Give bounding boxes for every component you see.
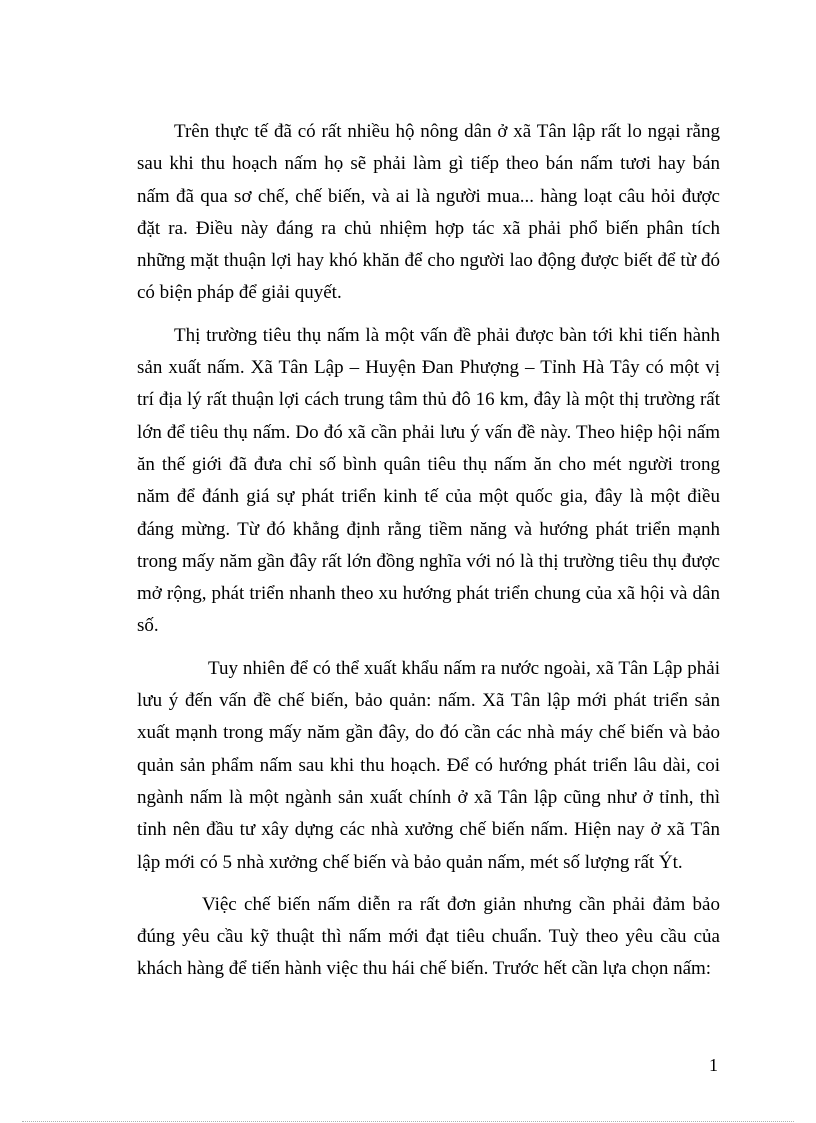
page-number: 1 [709,1055,718,1075]
paragraph-4: Việc chế biến nấm diễn ra rất đơn giản nhưng cần phải đảm bảo đúng yêu cầu kỹ thuật thì nấm mới đạt tiêu chuẩn. Tuỳ theo yêu cầu của khách hàng để tiến hành việc thu hái chế biến. Trước hết cần lựa chọn nấm: [137,893,720,980]
body-text [137,116,720,996]
page-bottom-divider [22,1121,794,1122]
paragraph-2: Thị trường tiêu thụ nấm là một vấn đề phải được bàn tới khi tiến hành sản xuất nấm. Xã Tân Lập – Huyện Đan Phượng – Tỉnh Hà Tây có một vị trí địa lý rất thuận lợi cách trung tâm thủ đô 16 km, đây là một thị trường rất lớn để tiêu thụ nấm. Do đó xã cần phải lưu ý vấn đề này. Theo hiệp hội nấm ăn thế giới đã đưa chỉ số bình quân tiêu thụ nấm ăn cho mét người trong năm để đánh giá sự phát triển kinh tế của một quốc gia, đây là một điều đáng mừng. Từ đó khẳng định rằng tiềm năng và hướng phát triển mạnh trong mấy năm gần đây rất lớn đồng nghĩa với nó là thị trường tiêu thụ được mở rộng, phát triển nhanh theo xu hướng phát triển chung của xã hội và dân số. [137,324,720,637]
paragraph-3: Tuy nhiên để có thể xuất khẩu nấm ra nước ngoài, xã Tân Lập phải lưu ý đến vấn đề chế biến, bảo quản: nấm. Xã Tân lập mới phát triển sản xuất mạnh trong mấy năm gần đây, do đó cần các nhà máy chế biến và bảo quản sản phẩm nấm sau khi thu hoạch. Để có hướng phát triển lâu dài, coi ngành nấm là một ngành sản xuất chính ở xã Tân lập cũng như ở tỉnh, thì tỉnh nên đầu tư xây dựng các nhà xưởng chế biến nấm. Hiện nay ở xã Tân lập mới có 5 nhà xưởng chế biến và bảo quản nấm, mét số lượng rất Ýt. [137,657,720,873]
paragraph-1: Trên thực tế đã có rất nhiều hộ nông dân ở xã Tân lập rất lo ngại rằng sau khi thu hoạch nấm họ sẽ phải làm gì tiếp theo bán nấm tươi hay bán nấm đã qua sơ chế, chế biến, và ai là người mua... hàng loạt câu hỏi được đặt ra. Điều này đáng ra chủ nhiệm hợp tác xã phải phổ biến phân tích những mặt thuận lợi hay khó khăn để cho người lao động được biết để từ đó có biện pháp để giải quyết. [137,121,720,304]
